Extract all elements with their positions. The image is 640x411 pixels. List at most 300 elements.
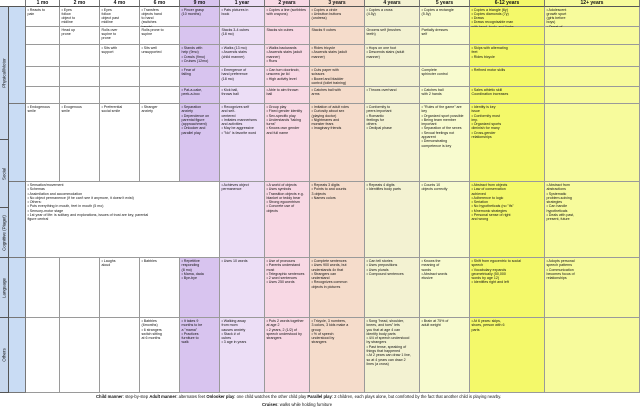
cell-line: • Kick ball, bbox=[221, 88, 239, 92]
social-cell bbox=[310, 104, 365, 182]
cell-line: • Names colors bbox=[311, 195, 336, 200]
cell-line: support bbox=[101, 50, 114, 55]
physical-cell bbox=[365, 67, 420, 87]
spacer-column bbox=[9, 258, 26, 318]
cell-line: • Others: bbox=[27, 200, 42, 205]
social-cell bbox=[365, 104, 420, 182]
physical-cell bbox=[60, 87, 100, 104]
cell-line: imp. bbox=[471, 117, 479, 122]
cell-line: • Walks (13 mo) bbox=[221, 46, 247, 50]
cell-line: ball bbox=[266, 92, 273, 97]
cell-line: strategies bbox=[546, 200, 563, 205]
cell-line: • Copies a circle bbox=[311, 7, 338, 12]
language-cell bbox=[365, 258, 420, 318]
cell-line: (playing doctor) bbox=[311, 113, 337, 118]
physical-cell bbox=[420, 67, 470, 87]
cell-line: midline bbox=[61, 20, 73, 25]
cell-line: Coordination increases bbox=[471, 92, 509, 97]
cell-line: unsupported bbox=[141, 50, 162, 55]
cell-line: • Draws recognisable man bbox=[471, 20, 514, 25]
cell-line: manner) bbox=[366, 54, 380, 59]
cell-line: • Conformity to bbox=[366, 105, 391, 109]
physical-cell bbox=[265, 45, 310, 67]
cell-line: understands 4x that bbox=[311, 267, 344, 272]
cell-line: Stacks 3-4 cubes bbox=[221, 27, 250, 32]
cell-line: to hand bbox=[141, 16, 154, 21]
cell-line: • Ascends stairs (adult bbox=[311, 50, 347, 55]
cell-line: • Stranger bbox=[141, 105, 158, 109]
cell-line: • Parents understand bbox=[266, 263, 301, 268]
cell-line: and full name bbox=[266, 130, 289, 135]
cognitive-cell bbox=[365, 182, 420, 258]
cell-line: causes anxiety bbox=[221, 327, 246, 332]
cell-line: knees, and toes" lets bbox=[366, 323, 400, 328]
cell-line: prone bbox=[61, 31, 71, 36]
cell-line: • Identifies right and left bbox=[471, 280, 509, 285]
cell-line: unscrew jar lid bbox=[266, 72, 290, 77]
others-cell bbox=[26, 318, 60, 393]
cell-line: • No hypotheticals (no "ifs" bbox=[471, 204, 514, 209]
cell-line: • Separation of the sexes bbox=[421, 126, 462, 131]
physical-cell bbox=[180, 7, 220, 27]
cell-line: • Organized sport possible bbox=[421, 113, 464, 118]
cell-line: speech patterns bbox=[546, 263, 573, 268]
cell-line: • Points to and counts bbox=[311, 187, 347, 192]
cell-line: • Assimilation and accommodation bbox=[27, 191, 83, 196]
cell-line: Stacks 9 cubes bbox=[311, 27, 336, 32]
cell-line: words by age 12) bbox=[471, 276, 500, 281]
physical-cell bbox=[100, 45, 140, 67]
cell-line: sphincter control bbox=[421, 72, 448, 77]
language-cell bbox=[470, 258, 545, 318]
others-cell bbox=[60, 318, 100, 393]
cell-line: control (toilet training) bbox=[311, 80, 347, 85]
cell-line: and self- bbox=[221, 109, 236, 114]
cell-line: • It takes 9 bbox=[181, 319, 199, 323]
cell-line: turns" bbox=[266, 122, 276, 127]
physical-cell bbox=[310, 45, 365, 67]
cell-line: • Transition objects e.g. bbox=[266, 191, 304, 196]
cell-line: • Demonstrating bbox=[421, 139, 448, 144]
cell-line: blanket or teddy bear bbox=[266, 195, 301, 200]
physical-cell bbox=[310, 67, 365, 87]
cell-line: • A world of objects bbox=[266, 183, 297, 187]
cell-line: peek-a-boo bbox=[181, 92, 200, 97]
cell-line: and wrong bbox=[471, 217, 489, 222]
cell-line: centered bbox=[221, 113, 236, 118]
physical-cell bbox=[220, 27, 265, 46]
cell-line: and activities bbox=[221, 122, 243, 127]
cell-line: object past bbox=[101, 16, 119, 21]
cell-line: shoes, person with 6 bbox=[471, 323, 505, 328]
cell-line: with crayons) bbox=[266, 11, 288, 16]
cell-line: • Hops on one foot bbox=[366, 46, 397, 50]
cell-line: • Runs bbox=[266, 58, 278, 63]
cognitive-cell bbox=[420, 182, 470, 258]
cell-line: • Abstract from objects bbox=[471, 183, 508, 187]
legend-desc: : 2 children, each plays alone, but comforted by the fact that another child is playing nearby. bbox=[331, 394, 502, 399]
cell-line: • Being team member bbox=[421, 117, 457, 122]
cell-line: understood by bbox=[311, 336, 335, 341]
physical-cell bbox=[310, 27, 365, 46]
language-cell bbox=[60, 258, 100, 318]
physical-cell bbox=[100, 67, 140, 87]
cell-line: relationships bbox=[546, 276, 567, 281]
cell-line: things that happened bbox=[366, 349, 401, 354]
cell-line: hand preference bbox=[221, 72, 248, 77]
category-label bbox=[0, 7, 9, 141]
cell-line: manner) bbox=[311, 54, 325, 59]
cell-line: book bbox=[221, 11, 230, 16]
category-label bbox=[0, 208, 9, 258]
cell-line: others bbox=[366, 122, 377, 127]
cell-line: • Separation bbox=[181, 105, 202, 109]
cell-line: • Copies a rectangle bbox=[421, 7, 454, 12]
cell-line: • May be aggressive bbox=[221, 126, 254, 131]
cell-line: • Deals with past, bbox=[546, 213, 575, 218]
cell-line: • Copies diamonds (7y) bbox=[471, 11, 509, 16]
physical-cell bbox=[140, 67, 180, 87]
cell-line: furniture to bbox=[181, 336, 199, 341]
cell-line: • Endogenous bbox=[27, 105, 50, 109]
cell-line: • Imitates mannerisms bbox=[221, 117, 257, 122]
category-label-text: Others bbox=[1, 348, 7, 362]
physical-cell bbox=[26, 45, 60, 67]
cell-line: pain bbox=[27, 11, 35, 16]
column-header: 6 mo bbox=[140, 0, 180, 7]
cell-line: • Sales athletic skill bbox=[471, 88, 503, 92]
physical-cell bbox=[265, 87, 310, 104]
cell-line: walk bbox=[181, 340, 189, 345]
physical-cell bbox=[220, 45, 265, 67]
cell-line: help (9mo) bbox=[181, 50, 199, 55]
cell-line: Grooms self (brushes bbox=[366, 27, 401, 32]
cell-line: • Walks backwards bbox=[266, 46, 297, 50]
physical-cell bbox=[140, 45, 180, 67]
column-header: 4 years bbox=[365, 0, 420, 7]
cell-line: from mom bbox=[221, 323, 238, 328]
cell-line: • Imaginary friends bbox=[311, 126, 342, 131]
physical-cell bbox=[180, 45, 220, 67]
cell-line: • Oedipal phase bbox=[366, 126, 392, 131]
cell-line: supine bbox=[141, 31, 153, 36]
legend-line bbox=[262, 402, 332, 408]
language-cell bbox=[140, 258, 180, 318]
cell-line: • Uses 10 words bbox=[221, 259, 248, 263]
cell-line: anxiety bbox=[181, 109, 193, 114]
cell-line: • Pincer grasp bbox=[181, 7, 204, 12]
cell-line: objects hand bbox=[141, 11, 162, 16]
physical-cell bbox=[180, 67, 220, 87]
cell-line: • Ascends stairs (adult bbox=[266, 50, 302, 55]
cell-line: most bbox=[266, 267, 275, 272]
cell-line: • Copies a triangle (6y) bbox=[471, 7, 508, 12]
cell-line: • Sits with bbox=[101, 46, 118, 50]
cell-line: peers important bbox=[366, 109, 392, 114]
legend-desc: : one child watches the other child play bbox=[234, 394, 308, 399]
cell-line: (8 mo) bbox=[181, 267, 192, 272]
cell-line: supine to bbox=[101, 31, 117, 36]
cell-line: (18 mo) bbox=[221, 76, 234, 81]
cell-line: problem-solving bbox=[546, 195, 572, 200]
cell-line: strangers bbox=[266, 336, 282, 341]
physical-cell bbox=[220, 7, 265, 27]
social-cell bbox=[470, 104, 545, 182]
physical-cell bbox=[265, 7, 310, 27]
cell-line: (child manner) bbox=[221, 54, 245, 59]
cell-line: (4.5y) bbox=[366, 11, 376, 16]
cell-line: a "mama" bbox=[181, 327, 198, 332]
physical-cell bbox=[365, 45, 420, 67]
cell-line: • Exogenous bbox=[61, 105, 82, 109]
social-cell bbox=[26, 104, 60, 182]
cell-line: present, future bbox=[546, 217, 570, 222]
cell-line: • Unbutton buttons bbox=[311, 11, 342, 16]
legend-term: Cruises bbox=[262, 402, 278, 407]
cell-line: strangers bbox=[311, 340, 327, 345]
cell-line: • Abstract from bbox=[546, 183, 570, 187]
cognitive-cell bbox=[265, 182, 310, 258]
language-cell bbox=[180, 258, 220, 318]
cell-line: (girls before bbox=[546, 16, 566, 21]
cell-line: (switches bbox=[141, 20, 157, 25]
social-cell bbox=[545, 104, 640, 182]
cell-line: • Tricycle, 3 numbers, bbox=[311, 319, 346, 323]
physical-cell bbox=[265, 67, 310, 87]
cell-line: • Complete sentences bbox=[311, 259, 347, 263]
cell-line: scissors bbox=[311, 72, 325, 77]
physical-cell bbox=[26, 67, 60, 87]
cell-line: meaning of bbox=[421, 263, 440, 268]
cell-line: • Fear of bbox=[181, 68, 196, 72]
cell-line: • Bowel and bladder bbox=[311, 76, 344, 81]
cell-line: • Pat-a-cake, bbox=[181, 88, 203, 92]
cell-line: objects bbox=[266, 208, 278, 213]
physical-cell bbox=[470, 67, 545, 87]
physical-cell bbox=[60, 27, 100, 46]
cell-line: • Crawls (9mo) bbox=[181, 54, 206, 59]
cell-line: • 4/4 of speech understood bbox=[366, 336, 410, 341]
cell-line: smile bbox=[27, 109, 36, 114]
cell-line: becomes focus of bbox=[546, 271, 575, 276]
cell-line: • Catches ball bbox=[421, 88, 444, 92]
cell-line: competence is key bbox=[421, 143, 452, 148]
physical-cell bbox=[420, 27, 470, 46]
spacer-column bbox=[9, 104, 26, 182]
cell-line: • Mama, dada bbox=[181, 271, 204, 276]
category-label-text: Physical/Motor bbox=[1, 57, 7, 88]
cell-line: smile bbox=[61, 109, 70, 114]
physical-cell bbox=[470, 87, 545, 104]
cell-line: elusive bbox=[421, 276, 433, 281]
legend-desc: : walks while holding furniture bbox=[277, 402, 333, 407]
cell-line: midline bbox=[101, 20, 113, 25]
cell-line: (5.5y) bbox=[421, 11, 431, 16]
cell-line: • Curiosity about sex bbox=[311, 109, 345, 114]
others-cell bbox=[420, 318, 470, 393]
cell-line: • Adopts personal bbox=[546, 259, 575, 263]
physical-cell bbox=[470, 27, 545, 46]
cell-line: • Adherence to logic bbox=[471, 195, 504, 200]
physical-cell bbox=[100, 87, 140, 104]
cell-line: boys) bbox=[546, 20, 556, 25]
language-cell bbox=[265, 258, 310, 318]
physical-cell bbox=[220, 87, 265, 104]
column-header: 2 years bbox=[265, 0, 310, 7]
physical-cell bbox=[545, 67, 640, 87]
cell-line: • Cuts paper with bbox=[311, 68, 339, 72]
cell-line: • No object permanence (if he can't see it anymore, it doesn't exist) bbox=[27, 195, 134, 200]
physical-cell bbox=[140, 87, 180, 104]
cell-line: objects correctly bbox=[421, 187, 448, 192]
column-header: 2 mo bbox=[60, 0, 100, 7]
cell-line: adult weight bbox=[421, 323, 441, 328]
cell-line: Rolls over bbox=[101, 27, 118, 32]
language-cell bbox=[100, 258, 140, 318]
cell-line: • Abstract words bbox=[421, 271, 448, 276]
cell-line: • 3 age in years bbox=[221, 340, 247, 345]
category-label bbox=[0, 258, 9, 318]
cell-line: • Vocabulary expands bbox=[471, 267, 507, 272]
cell-line: • Ascends stairs bbox=[221, 50, 247, 55]
cell-line: feelings for bbox=[366, 117, 385, 122]
cell-line: • Imitation of adult roles bbox=[311, 105, 349, 109]
cell-line: • Onlooker and bbox=[181, 126, 206, 131]
column-header: 12+ years bbox=[545, 0, 640, 7]
cell-line: • Past tense, speaking of bbox=[366, 344, 407, 349]
cell-line: words bbox=[421, 267, 432, 272]
cell-line: feet bbox=[471, 50, 478, 55]
cell-line: • 1st year of life: is solitary and explorations, issues of trust are key, parental bbox=[27, 213, 149, 218]
physical-cell bbox=[365, 87, 420, 104]
cell-line: key bbox=[421, 109, 428, 114]
cognitive-cell bbox=[220, 182, 265, 258]
cell-line: • Use of pronouns bbox=[266, 259, 296, 263]
physical-cell bbox=[26, 87, 60, 104]
legend-term: Onlooker play bbox=[206, 394, 235, 399]
cell-line: geometrically (50,000 bbox=[471, 271, 506, 276]
cell-line: • Cruises (12mo) bbox=[181, 58, 209, 63]
cell-line: • Knows own gender bbox=[266, 126, 300, 131]
cell-line: • Can handle bbox=[546, 204, 568, 209]
cell-line: at 6 months bbox=[141, 336, 161, 341]
physical-cell bbox=[420, 7, 470, 27]
physical-cell bbox=[365, 27, 420, 46]
physical-cell bbox=[470, 7, 545, 27]
cell-line: responding bbox=[181, 263, 200, 268]
cell-line: diminish for many bbox=[471, 126, 500, 131]
physical-cell bbox=[310, 87, 365, 104]
cell-line: 3 objects bbox=[311, 191, 326, 196]
cell-line: • Organized sports bbox=[471, 122, 502, 127]
social-cell bbox=[60, 104, 100, 182]
cell-line: • Puts 2 words together bbox=[266, 319, 304, 323]
cell-line: falling bbox=[181, 72, 191, 77]
cell-line: • Personal sense of right bbox=[471, 213, 511, 218]
cell-line: • Identity is key bbox=[471, 105, 496, 109]
cell-line: • Copies a line (scribbles bbox=[266, 7, 306, 12]
cell-line: • Nightmares and bbox=[311, 117, 340, 122]
cell-line: • Group play bbox=[266, 105, 287, 109]
cell-line: • Able to aim thrown bbox=[266, 88, 299, 92]
physical-cell bbox=[545, 7, 640, 27]
column-header: 3 years bbox=[310, 0, 365, 7]
cell-line: permanence bbox=[221, 187, 242, 192]
cell-line: • Uses 900 words, but bbox=[311, 263, 347, 268]
cell-line: • Concrete use of bbox=[266, 204, 295, 209]
cell-line: • Recognizes common bbox=[311, 280, 348, 285]
cell-line: (18 mo) bbox=[221, 31, 234, 36]
cell-line: achieved bbox=[471, 191, 486, 196]
cell-line: cubes bbox=[221, 336, 232, 341]
cell-line: • Understands "taking bbox=[266, 117, 301, 122]
column-header: 1 year bbox=[220, 0, 265, 7]
physical-cell bbox=[220, 67, 265, 87]
cell-line: • Romantic bbox=[366, 113, 384, 118]
cell-line: (approachment) bbox=[181, 122, 207, 127]
cell-line: Stacks six cubes bbox=[266, 27, 294, 32]
cell-line: • Walking away bbox=[221, 319, 246, 323]
others-cell bbox=[220, 318, 265, 393]
others-cell bbox=[545, 318, 640, 393]
cell-line: switch sitting bbox=[141, 331, 162, 336]
physical-cell bbox=[26, 27, 60, 46]
others-cell bbox=[180, 318, 220, 393]
others-cell bbox=[140, 318, 180, 393]
cell-line: • Uses prepositions bbox=[366, 263, 398, 268]
cell-line: • Sits well bbox=[141, 46, 157, 50]
cell-line: • Law of conservation bbox=[471, 187, 506, 192]
social-cell bbox=[180, 104, 220, 182]
physical-cell bbox=[265, 27, 310, 46]
cell-line: parallel play bbox=[181, 130, 201, 135]
cell-line: prone bbox=[101, 36, 111, 41]
cell-line: abstractions bbox=[546, 187, 566, 192]
cell-line: self bbox=[421, 31, 428, 36]
cell-line: • Laughs bbox=[101, 259, 116, 263]
column-header: 6-12 years bbox=[470, 0, 545, 7]
cell-line: parts bbox=[471, 327, 480, 332]
cell-line: • Throws overhand bbox=[366, 88, 397, 92]
cell-line: teeth) bbox=[366, 31, 376, 36]
cell-line: • Preferential bbox=[101, 105, 123, 109]
column-header: 1 mo bbox=[26, 0, 60, 7]
cell-line: • Repeats 4 digits bbox=[366, 183, 395, 187]
cell-line: • Bye-bye bbox=[181, 276, 197, 281]
column-header: 5 years bbox=[420, 0, 470, 7]
physical-cell bbox=[545, 87, 640, 104]
cell-line: • Skips with alternating bbox=[471, 46, 508, 50]
spacer-column bbox=[9, 7, 26, 105]
cell-line: • Brain at 75% of bbox=[421, 319, 449, 323]
language-cell bbox=[545, 258, 640, 318]
language-cell bbox=[26, 258, 60, 318]
cell-line: • Repetitive bbox=[181, 259, 200, 263]
physical-cell bbox=[470, 45, 545, 67]
column-header: 4 mo bbox=[100, 0, 140, 7]
social-cell bbox=[100, 104, 140, 182]
cell-line: • Compound sentences bbox=[366, 271, 404, 276]
spacer-column bbox=[9, 182, 26, 258]
cell-line: • Dependence on bbox=[181, 113, 210, 118]
cell-line: Partially dresses bbox=[421, 27, 448, 32]
physical-cell bbox=[100, 7, 140, 27]
category-label-text: Social bbox=[1, 167, 7, 180]
cell-line: by strangers bbox=[366, 340, 387, 345]
cell-line: • Telegraphic sentences bbox=[266, 271, 305, 276]
cell-line: figure central bbox=[27, 217, 49, 222]
cell-line: • Can turn doorknob, bbox=[266, 68, 300, 72]
